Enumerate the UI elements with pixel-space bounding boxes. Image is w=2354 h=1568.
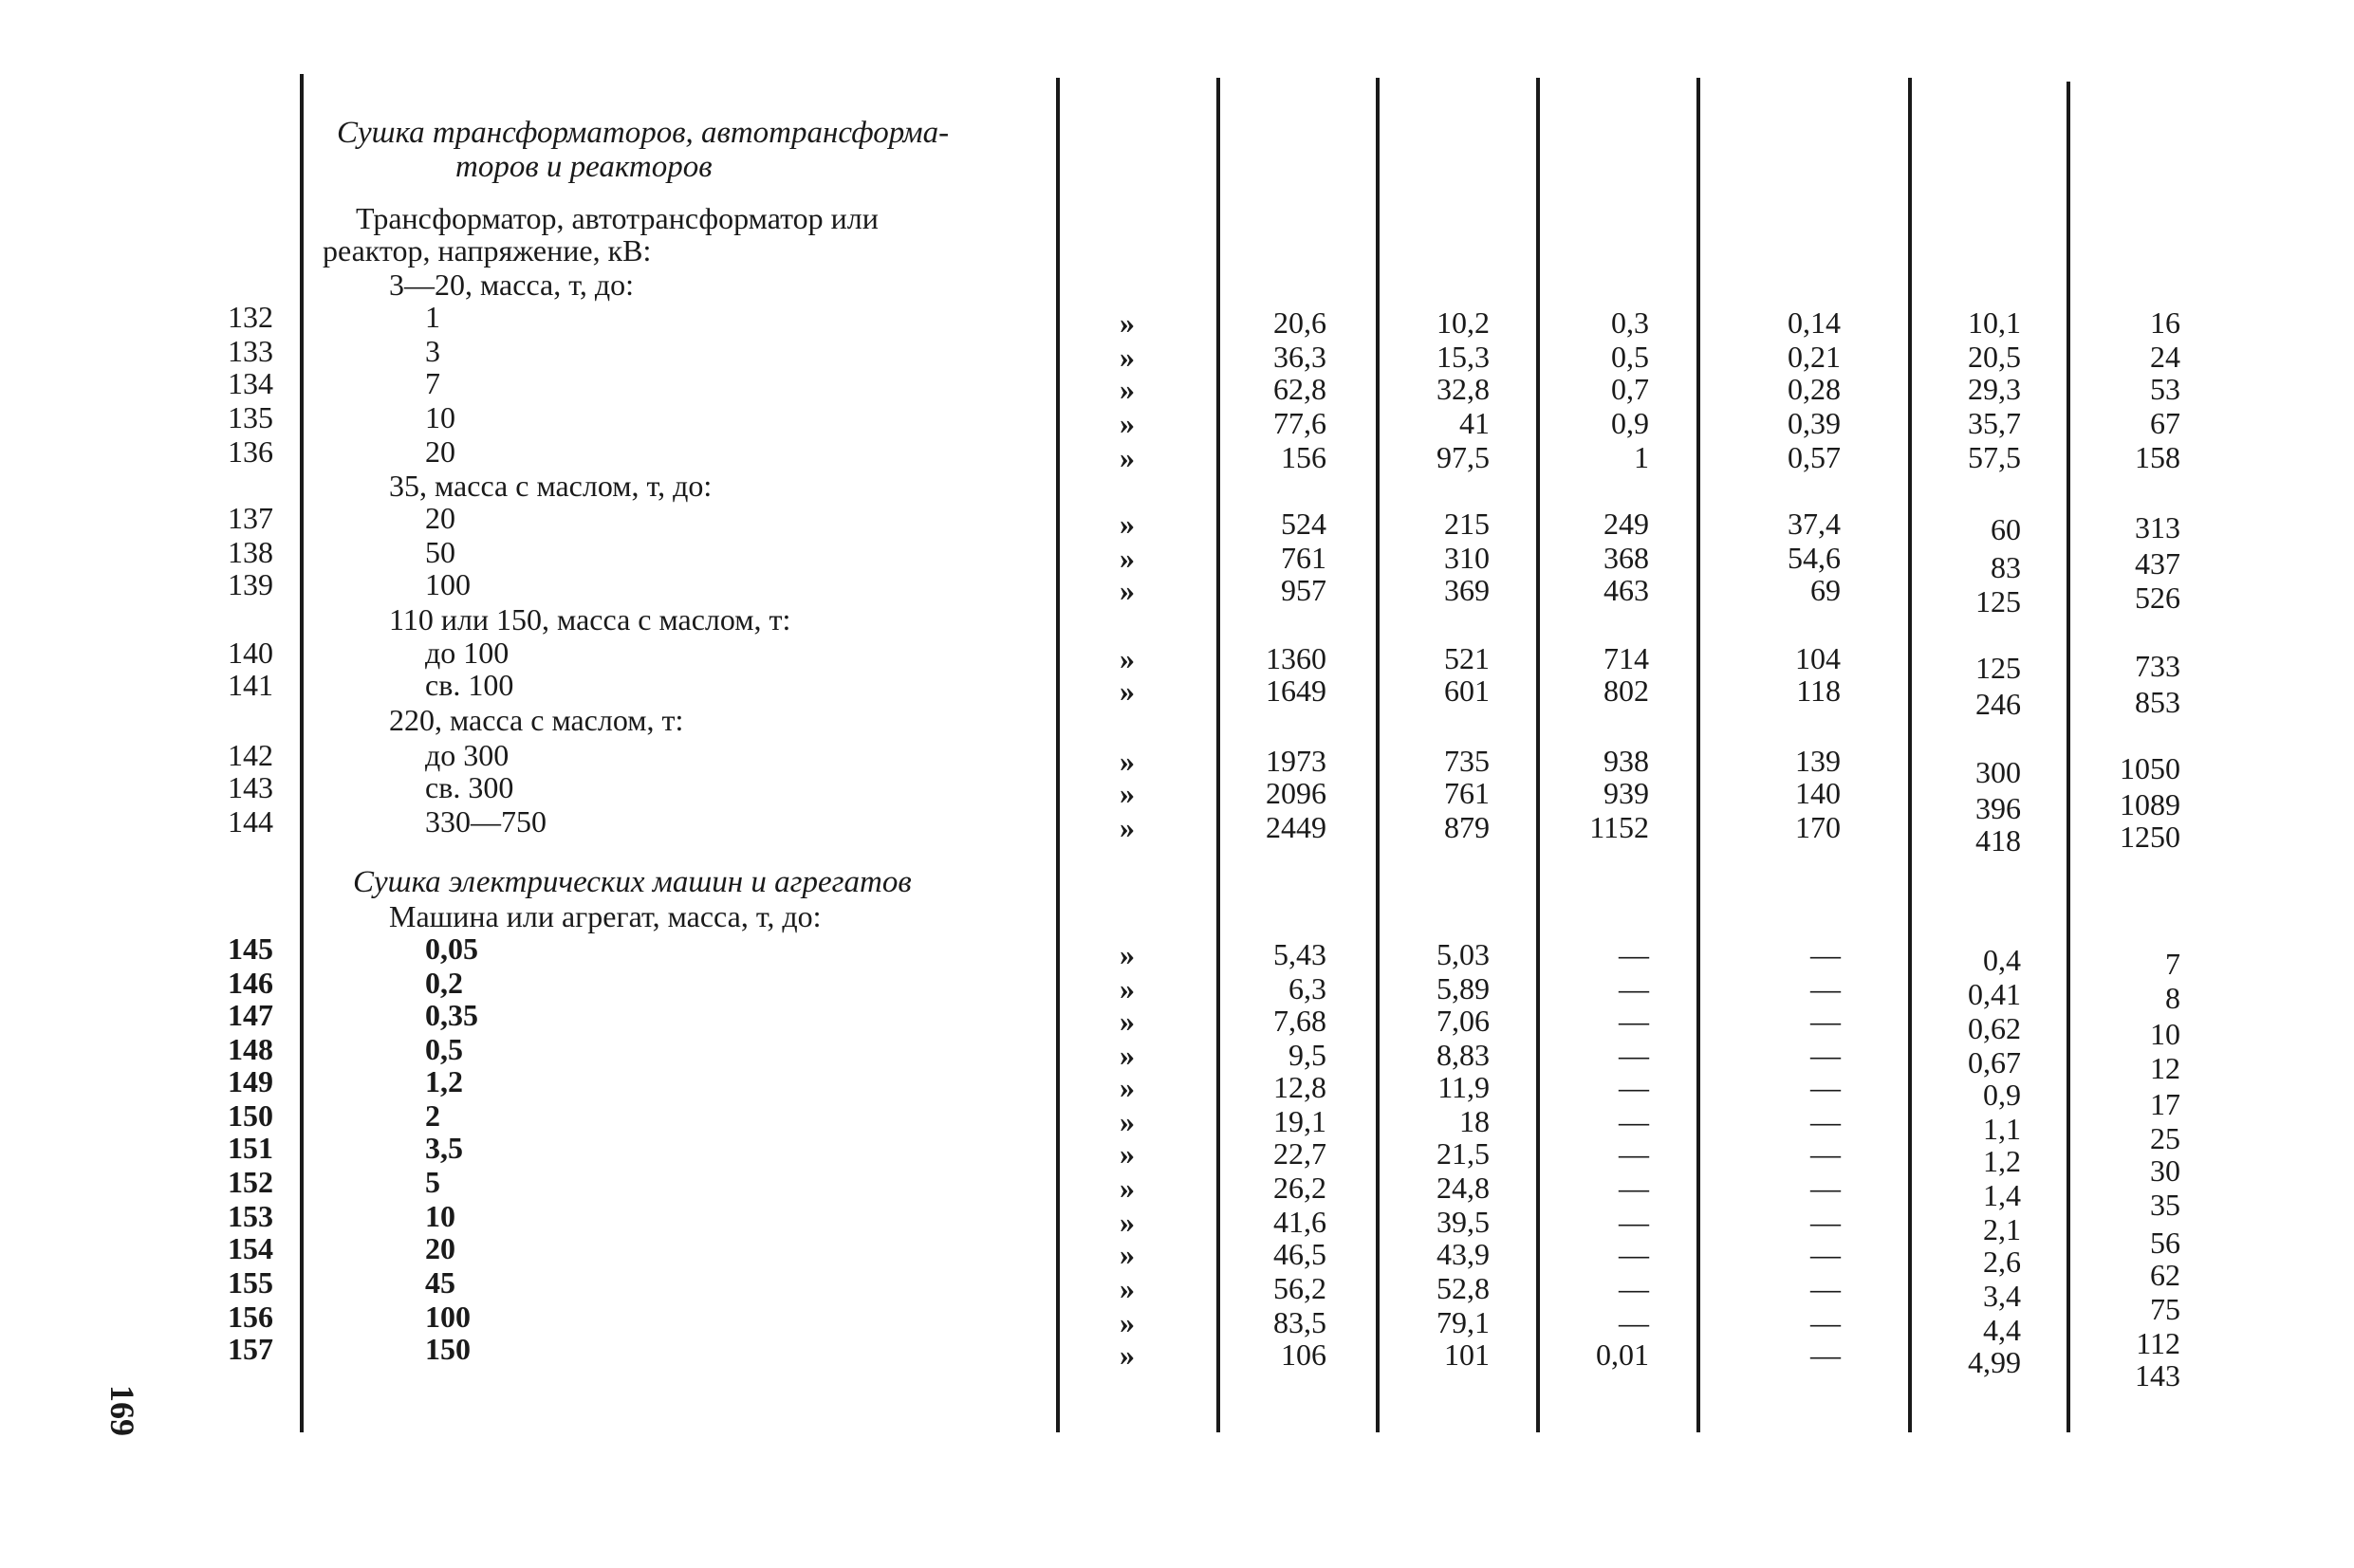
table-cell: 21,5 [1436, 1136, 1490, 1171]
table-cell: 8 [2165, 981, 2180, 1015]
table-cell: 761 [1281, 541, 1326, 575]
table-cell: 2,6 [1983, 1245, 2021, 1279]
row-number: 134 [228, 366, 273, 400]
table-cell: 0,5 [1611, 340, 1649, 374]
ditto-mark: » [1120, 1171, 1135, 1205]
section-desc: Машина или агрегат, масса, т, до: [389, 899, 822, 933]
row-label: 1,2 [425, 1064, 463, 1098]
row-label: 20 [425, 434, 455, 469]
ditto-mark: » [1120, 1237, 1135, 1271]
table-cell: — [1619, 1305, 1649, 1339]
column-rule [1376, 78, 1380, 1432]
ditto-mark: » [1120, 340, 1135, 374]
table-cell: — [1810, 1038, 1841, 1072]
table-cell: 79,1 [1436, 1305, 1490, 1339]
table-cell: 1089 [2120, 787, 2180, 821]
table-cell: 54,6 [1788, 541, 1841, 575]
row-label: 0,5 [425, 1032, 463, 1066]
table-cell: 4,99 [1968, 1345, 2021, 1379]
table-cell: 35 [2150, 1188, 2180, 1222]
table-cell: 24 [2150, 340, 2180, 374]
table-cell: 2449 [1266, 810, 1326, 844]
row-number: 145 [228, 932, 273, 966]
table-cell: — [1619, 1004, 1649, 1038]
table-cell: 158 [2135, 440, 2180, 474]
table-cell: — [1810, 1305, 1841, 1339]
ditto-mark: » [1120, 641, 1135, 675]
page-number: 169 [103, 1385, 141, 1436]
column-rule [1696, 78, 1700, 1432]
table-cell: 140 [1795, 776, 1841, 810]
column-rule [1056, 78, 1060, 1432]
section-desc: Трансформатор, автотрансформатор или [356, 201, 879, 235]
column-rule [1216, 78, 1220, 1432]
column-rule [300, 74, 304, 1432]
section-title: Сушка трансформаторов, автотрансформа- [337, 116, 950, 150]
table-cell: — [1619, 937, 1649, 971]
row-number: 148 [228, 1032, 273, 1066]
table-cell: 1360 [1266, 641, 1326, 675]
table-cell: 35,7 [1968, 406, 2021, 440]
table-cell: — [1619, 1237, 1649, 1271]
ditto-mark: » [1120, 372, 1135, 406]
table-cell: 1250 [2120, 820, 2180, 854]
table-cell: 437 [2135, 546, 2180, 581]
ditto-mark: » [1120, 573, 1135, 607]
ditto-mark: » [1120, 937, 1135, 971]
table-cell: 62,8 [1273, 372, 1326, 406]
table-cell: — [1810, 971, 1841, 1005]
table-cell: 215 [1444, 507, 1490, 541]
table-cell: 5,89 [1436, 971, 1490, 1005]
row-label: 20 [425, 1231, 455, 1265]
table-cell: 7,68 [1273, 1004, 1326, 1038]
table-cell: 0,7 [1611, 372, 1649, 406]
table-cell: 24,8 [1436, 1171, 1490, 1205]
table-cell: — [1619, 971, 1649, 1005]
table-cell: 957 [1281, 573, 1326, 607]
table-cell: 0,9 [1983, 1078, 2021, 1112]
subheading: 110 или 150, масса с маслом, т: [389, 602, 791, 636]
table-cell: 19,1 [1273, 1104, 1326, 1138]
subheading: 220, масса с маслом, т: [389, 703, 684, 737]
row-number: 155 [228, 1265, 273, 1300]
table-cell: — [1810, 1004, 1841, 1038]
table-cell: 10,1 [1968, 305, 2021, 340]
table-cell: 0,28 [1788, 372, 1841, 406]
table-cell: 20,5 [1968, 340, 2021, 374]
table-cell: 12 [2150, 1051, 2180, 1085]
row-number: 137 [228, 501, 273, 535]
table-cell: — [1619, 1205, 1649, 1239]
table-cell: 101 [1444, 1337, 1490, 1372]
table-cell: 37,4 [1788, 507, 1841, 541]
table-cell: 6,3 [1288, 971, 1326, 1005]
table-cell: 0,4 [1983, 943, 2021, 977]
table-cell: 104 [1795, 641, 1841, 675]
table-cell: 313 [2135, 510, 2180, 544]
table-cell: 83,5 [1273, 1305, 1326, 1339]
table-cell: 939 [1603, 776, 1649, 810]
table-cell: 69 [1810, 573, 1841, 607]
table-cell: 11,9 [1437, 1070, 1490, 1104]
table-cell: — [1810, 1237, 1841, 1271]
row-label: 7 [425, 366, 440, 400]
table-cell: 25 [2150, 1121, 2180, 1155]
table-cell: 52,8 [1436, 1271, 1490, 1305]
table-cell: — [1810, 1070, 1841, 1104]
table-cell: 41,6 [1273, 1205, 1326, 1239]
ditto-mark: » [1120, 1136, 1135, 1171]
ditto-mark: » [1120, 305, 1135, 340]
row-label: 100 [425, 567, 471, 601]
row-label: 0,05 [425, 932, 478, 966]
table-cell: 0,14 [1788, 305, 1841, 340]
table-cell: 8,83 [1436, 1038, 1490, 1072]
table-cell: 524 [1281, 507, 1326, 541]
subheading: 3—20, масса, т, до: [389, 267, 634, 302]
row-label: 10 [425, 1199, 455, 1233]
table-cell: 41 [1459, 406, 1490, 440]
row-number: 141 [228, 668, 273, 702]
table-cell: 75 [2150, 1292, 2180, 1326]
table-cell: 156 [1281, 440, 1326, 474]
table-cell: 9,5 [1288, 1038, 1326, 1072]
table-cell: 5,43 [1273, 937, 1326, 971]
table-cell: 15,3 [1436, 340, 1490, 374]
table-cell: 735 [1444, 744, 1490, 778]
ditto-mark: » [1120, 440, 1135, 474]
section-desc-cont: реактор, напряжение, кВ: [323, 233, 652, 267]
table-cell: 32,8 [1436, 372, 1490, 406]
ditto-mark: » [1120, 541, 1135, 575]
table-cell: 16 [2150, 305, 2180, 340]
section-title-cont: торов и реакторов [455, 150, 713, 184]
ditto-mark: » [1120, 1038, 1135, 1072]
table-cell: 2,1 [1983, 1212, 2021, 1246]
table-cell: 46,5 [1273, 1237, 1326, 1271]
ditto-mark: » [1120, 971, 1135, 1005]
row-label: 3,5 [425, 1131, 463, 1165]
row-number: 138 [228, 535, 273, 569]
table-cell: — [1810, 1337, 1841, 1372]
ditto-mark: » [1120, 1070, 1135, 1104]
table-cell: 22,7 [1273, 1136, 1326, 1171]
row-label: 50 [425, 535, 455, 569]
table-cell: 18 [1459, 1104, 1490, 1138]
table-cell: 526 [2135, 581, 2180, 615]
table-cell: 5,03 [1436, 937, 1490, 971]
table-cell: 20,6 [1273, 305, 1326, 340]
table-cell: 29,3 [1968, 372, 2021, 406]
table-cell: 4,4 [1983, 1313, 2021, 1347]
table-cell: — [1619, 1271, 1649, 1305]
table-cell: 125 [1975, 651, 2021, 685]
table-cell: 62 [2150, 1258, 2180, 1292]
table-cell: 0,41 [1968, 977, 2021, 1011]
table-cell: 463 [1603, 573, 1649, 607]
table-cell: 1 [1634, 440, 1649, 474]
ditto-mark: » [1120, 810, 1135, 844]
row-number: 152 [228, 1165, 273, 1199]
ditto-mark: » [1120, 1205, 1135, 1239]
table-cell: 1050 [2120, 751, 2180, 785]
table-cell: 761 [1444, 776, 1490, 810]
row-label: 330—750 [425, 804, 547, 839]
table-cell: 3,4 [1983, 1279, 2021, 1313]
row-label: 20 [425, 501, 455, 535]
row-label: св. 300 [425, 770, 514, 804]
ditto-mark: » [1120, 1305, 1135, 1339]
table-cell: — [1810, 1136, 1841, 1171]
table-cell: — [1810, 1205, 1841, 1239]
row-number: 157 [228, 1332, 273, 1366]
table-cell: 0,62 [1968, 1011, 2021, 1045]
table-cell: 56 [2150, 1226, 2180, 1260]
table-cell: 369 [1444, 573, 1490, 607]
table-cell: 125 [1975, 584, 2021, 618]
row-number: 146 [228, 966, 273, 1000]
table-cell: 2096 [1266, 776, 1326, 810]
row-number: 147 [228, 998, 273, 1032]
table-cell: 30 [2150, 1153, 2180, 1188]
table-cell: 26,2 [1273, 1171, 1326, 1205]
row-number: 142 [228, 738, 273, 772]
table-cell: 714 [1603, 641, 1649, 675]
table-cell: 0,67 [1968, 1045, 2021, 1079]
table-cell: 106 [1281, 1337, 1326, 1372]
table-cell: 0,57 [1788, 440, 1841, 474]
table-cell: 368 [1603, 541, 1649, 575]
row-number: 149 [228, 1064, 273, 1098]
row-number: 150 [228, 1098, 273, 1133]
table-cell: 802 [1603, 673, 1649, 708]
row-number: 132 [228, 300, 273, 334]
row-number: 140 [228, 636, 273, 670]
row-number: 143 [228, 770, 273, 804]
table-cell: 853 [2135, 685, 2180, 719]
table-cell: 0,39 [1788, 406, 1841, 440]
table-cell: — [1810, 1271, 1841, 1305]
table-cell: 36,3 [1273, 340, 1326, 374]
table-cell: 938 [1603, 744, 1649, 778]
row-number: 139 [228, 567, 273, 601]
table-cell: 139 [1795, 744, 1841, 778]
table-cell: 170 [1795, 810, 1841, 844]
row-number: 156 [228, 1300, 273, 1334]
table-cell: 418 [1975, 823, 2021, 858]
table-cell: 10 [2150, 1017, 2180, 1051]
table-cell: 1,4 [1983, 1178, 2021, 1212]
column-rule [2067, 82, 2070, 1432]
table-cell: 300 [1975, 755, 2021, 789]
table-cell: 77,6 [1273, 406, 1326, 440]
table-cell: — [1810, 1171, 1841, 1205]
table-cell: 0,9 [1611, 406, 1649, 440]
row-label: 100 [425, 1300, 471, 1334]
ditto-mark: » [1120, 1337, 1135, 1372]
column-rule [1536, 78, 1540, 1432]
table-cell: — [1619, 1136, 1649, 1171]
table-cell: 60 [1991, 512, 2021, 546]
row-number: 144 [228, 804, 273, 839]
table-cell: 7,06 [1436, 1004, 1490, 1038]
ditto-mark: » [1120, 776, 1135, 810]
row-label: 0,35 [425, 998, 478, 1032]
subheading: 35, масса с маслом, т, до: [389, 469, 713, 503]
table-cell: — [1619, 1070, 1649, 1104]
table-cell: 0,3 [1611, 305, 1649, 340]
table-cell: 12,8 [1273, 1070, 1326, 1104]
table-cell: 57,5 [1968, 440, 2021, 474]
ditto-mark: » [1120, 406, 1135, 440]
table-cell: — [1619, 1038, 1649, 1072]
row-label: св. 100 [425, 668, 514, 702]
table-cell: 249 [1603, 507, 1649, 541]
row-label: 3 [425, 334, 440, 368]
table-cell: 10,2 [1436, 305, 1490, 340]
row-label: до 100 [425, 636, 510, 670]
table-cell: 310 [1444, 541, 1490, 575]
ditto-mark: » [1120, 744, 1135, 778]
row-label: 5 [425, 1165, 440, 1199]
table-cell: 396 [1975, 791, 2021, 825]
row-label: 10 [425, 400, 455, 434]
table-cell: 1,2 [1983, 1144, 2021, 1178]
row-number: 153 [228, 1199, 273, 1233]
row-number: 133 [228, 334, 273, 368]
table-cell: — [1810, 937, 1841, 971]
table-cell: 17 [2150, 1087, 2180, 1121]
ditto-mark: » [1120, 1004, 1135, 1038]
ditto-mark: » [1120, 1271, 1135, 1305]
table-cell: 112 [2136, 1326, 2180, 1360]
table-cell: 1649 [1266, 673, 1326, 708]
table-cell: 521 [1444, 641, 1490, 675]
table-cell: — [1619, 1171, 1649, 1205]
table-cell: 83 [1991, 550, 2021, 584]
table-cell: 143 [2135, 1358, 2180, 1393]
row-number: 135 [228, 400, 273, 434]
table-cell: 1,1 [1983, 1112, 2021, 1146]
row-label: 150 [425, 1332, 471, 1366]
table-cell: — [1619, 1104, 1649, 1138]
table-cell: 0,01 [1596, 1337, 1649, 1372]
table-cell: 0,21 [1788, 340, 1841, 374]
row-label: 0,2 [425, 966, 463, 1000]
row-label: до 300 [425, 738, 510, 772]
table-cell: 39,5 [1436, 1205, 1490, 1239]
ditto-mark: » [1120, 673, 1135, 708]
table-cell: 1152 [1589, 810, 1649, 844]
table-cell: — [1810, 1104, 1841, 1138]
row-number: 154 [228, 1231, 273, 1265]
table-cell: 53 [2150, 372, 2180, 406]
ditto-mark: » [1120, 1104, 1135, 1138]
row-label: 45 [425, 1265, 455, 1300]
table-cell: 97,5 [1436, 440, 1490, 474]
table-cell: 879 [1444, 810, 1490, 844]
table-cell: 733 [2135, 649, 2180, 683]
row-label: 2 [425, 1098, 440, 1133]
row-label: 1 [425, 300, 440, 334]
table-cell: 7 [2165, 947, 2180, 981]
section-title: Сушка электрических машин и агрегатов [353, 865, 912, 899]
table-cell: 43,9 [1436, 1237, 1490, 1271]
row-number: 136 [228, 434, 273, 469]
row-number: 151 [228, 1131, 273, 1165]
column-rule [1908, 78, 1912, 1432]
table-cell: 118 [1796, 673, 1841, 708]
ditto-mark: » [1120, 507, 1135, 541]
table-cell: 67 [2150, 406, 2180, 440]
table-cell: 246 [1975, 687, 2021, 721]
table-cell: 1973 [1266, 744, 1326, 778]
table-cell: 601 [1444, 673, 1490, 708]
table-cell: 56,2 [1273, 1271, 1326, 1305]
